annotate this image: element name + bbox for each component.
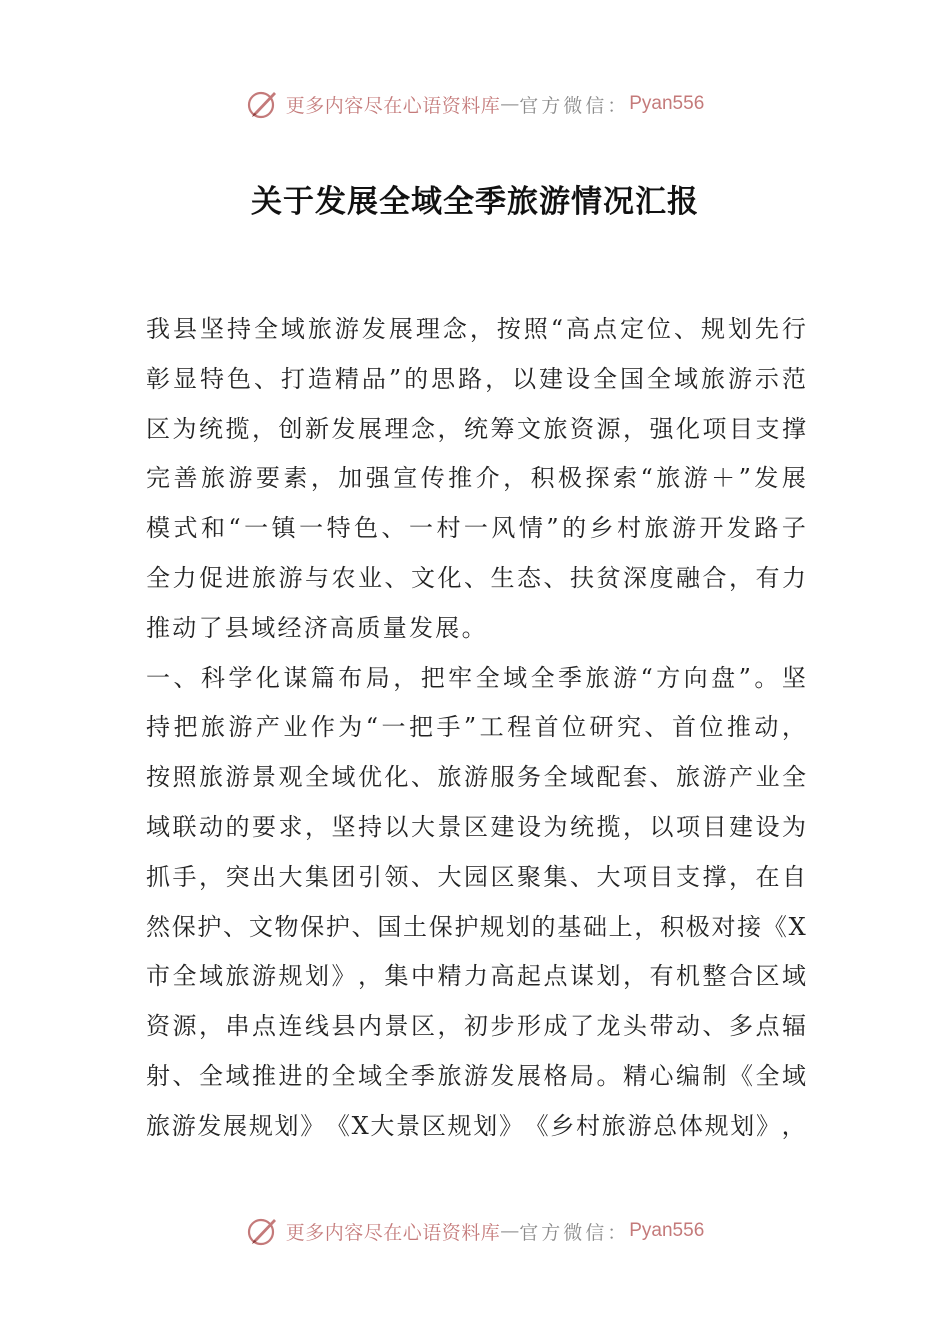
- banner-wechat-id: Pyan556: [629, 93, 705, 114]
- body-line: 按 照 旅 游 景 观 全 域 优 化 、 旅 游 服 务 全 域 配 套 、 旅 游 产 业 全: [146, 763, 806, 792]
- body-line: 资 源 ， 串 点 连 线 县 内 景 区 ， 初 步 形 成 了 龙 头 带 动 、 多 点 辐: [146, 1012, 806, 1041]
- banner-text: 更多内容尽在心语资料库: [285, 1221, 501, 1244]
- quill-pen-circle-icon: [246, 87, 280, 121]
- body-line: 一 、 科 学 化 谋 篇 布 局 ， 把 牢 全 域 全 季 旅 游 “ 方 向 盘 ” 。 坚: [146, 663, 806, 692]
- body-line: 持 把 旅 游 产 业 作 为 “ 一 把 手 ” 工 程 首 位 研 究 、 首 位 推 动 ，: [146, 713, 806, 742]
- body-line: 彰 显 特 色 、 打 造 精 品 ” 的 思 路 ， 以 建 设 全 国 全 域 旅 游 示 范: [146, 364, 806, 393]
- body-line: 全 力 促 进 旅 游 与 农 业 、 文 化 、 生 态 、 扶 贫 深 度 融 合 ， 有 力: [146, 563, 806, 592]
- document-body: [146, 305, 806, 1152]
- footer-watermark-banner: [0, 1211, 950, 1251]
- document-title: 关于发展全域全季旅游情况汇报: [251, 184, 699, 220]
- banner-dash: —: [500, 1220, 520, 1242]
- body-line: 抓 手 ， 突 出 大 集 团 引 领 、 大 园 区 聚 集 、 大 项 目 支 撑 ， 在 自: [146, 862, 806, 891]
- body-line: 市 全 域 旅 游 规 划 》 ， 集 中 精 力 高 起 点 谋 划 ， 有 机 整 合 区 域: [146, 962, 806, 991]
- body-line: 模 式 和 “ 一 镇 一 特 色 、 一 村 一 风 情 ” 的 乡 村 旅 游 开 发 路 子: [146, 514, 806, 543]
- body-line: 推动了县域经济高质量发展。: [146, 613, 488, 642]
- banner-wechat-label: 官方微信：: [519, 94, 630, 117]
- body-line: 旅 游 发 展 规 划 》 《 X 大 景 区 规 划 》 《 乡 村 旅 游 总 体 规 划 》 ，: [146, 1111, 806, 1140]
- body-line: 我 县 坚 持 全 域 旅 游 发 展 理 念 ， 按 照 “ 高 点 定 位 、 规 划 先 行: [146, 315, 806, 343]
- body-line: 区 为 统 揽 ， 创 新 发 展 理 念 ， 统 筹 文 旅 资 源 ， 强 化 项 目 支 撑: [146, 414, 806, 443]
- quill-pen-circle-icon: [246, 1214, 280, 1248]
- body-line: 域 联 动 的 要 求 ， 坚 持 以 大 景 区 建 设 为 统 揽 ， 以 项 目 建 设 为: [146, 812, 806, 841]
- banner-wechat-id: Pyan556: [629, 1220, 705, 1241]
- body-line: 然 保 护 、 文 物 保 护 、 国 土 保 护 规 划 的 基 础 上 ， 积 极 对 接 《 X: [146, 912, 806, 941]
- header-watermark-banner: [0, 84, 950, 124]
- body-line: 完 善 旅 游 要 素 ， 加 强 宣 传 推 介 ， 积 极 探 索 “ 旅 游 ＋ ” 发 展: [146, 464, 806, 493]
- body-line: 射 、 全 域 推 进 的 全 域 全 季 旅 游 发 展 格 局 。 精 心 编 制 《 全 域: [146, 1061, 806, 1090]
- banner-wechat-label: 官方微信：: [519, 1221, 630, 1244]
- banner-dash: —: [500, 93, 520, 115]
- banner-text: 更多内容尽在心语资料库: [285, 94, 501, 117]
